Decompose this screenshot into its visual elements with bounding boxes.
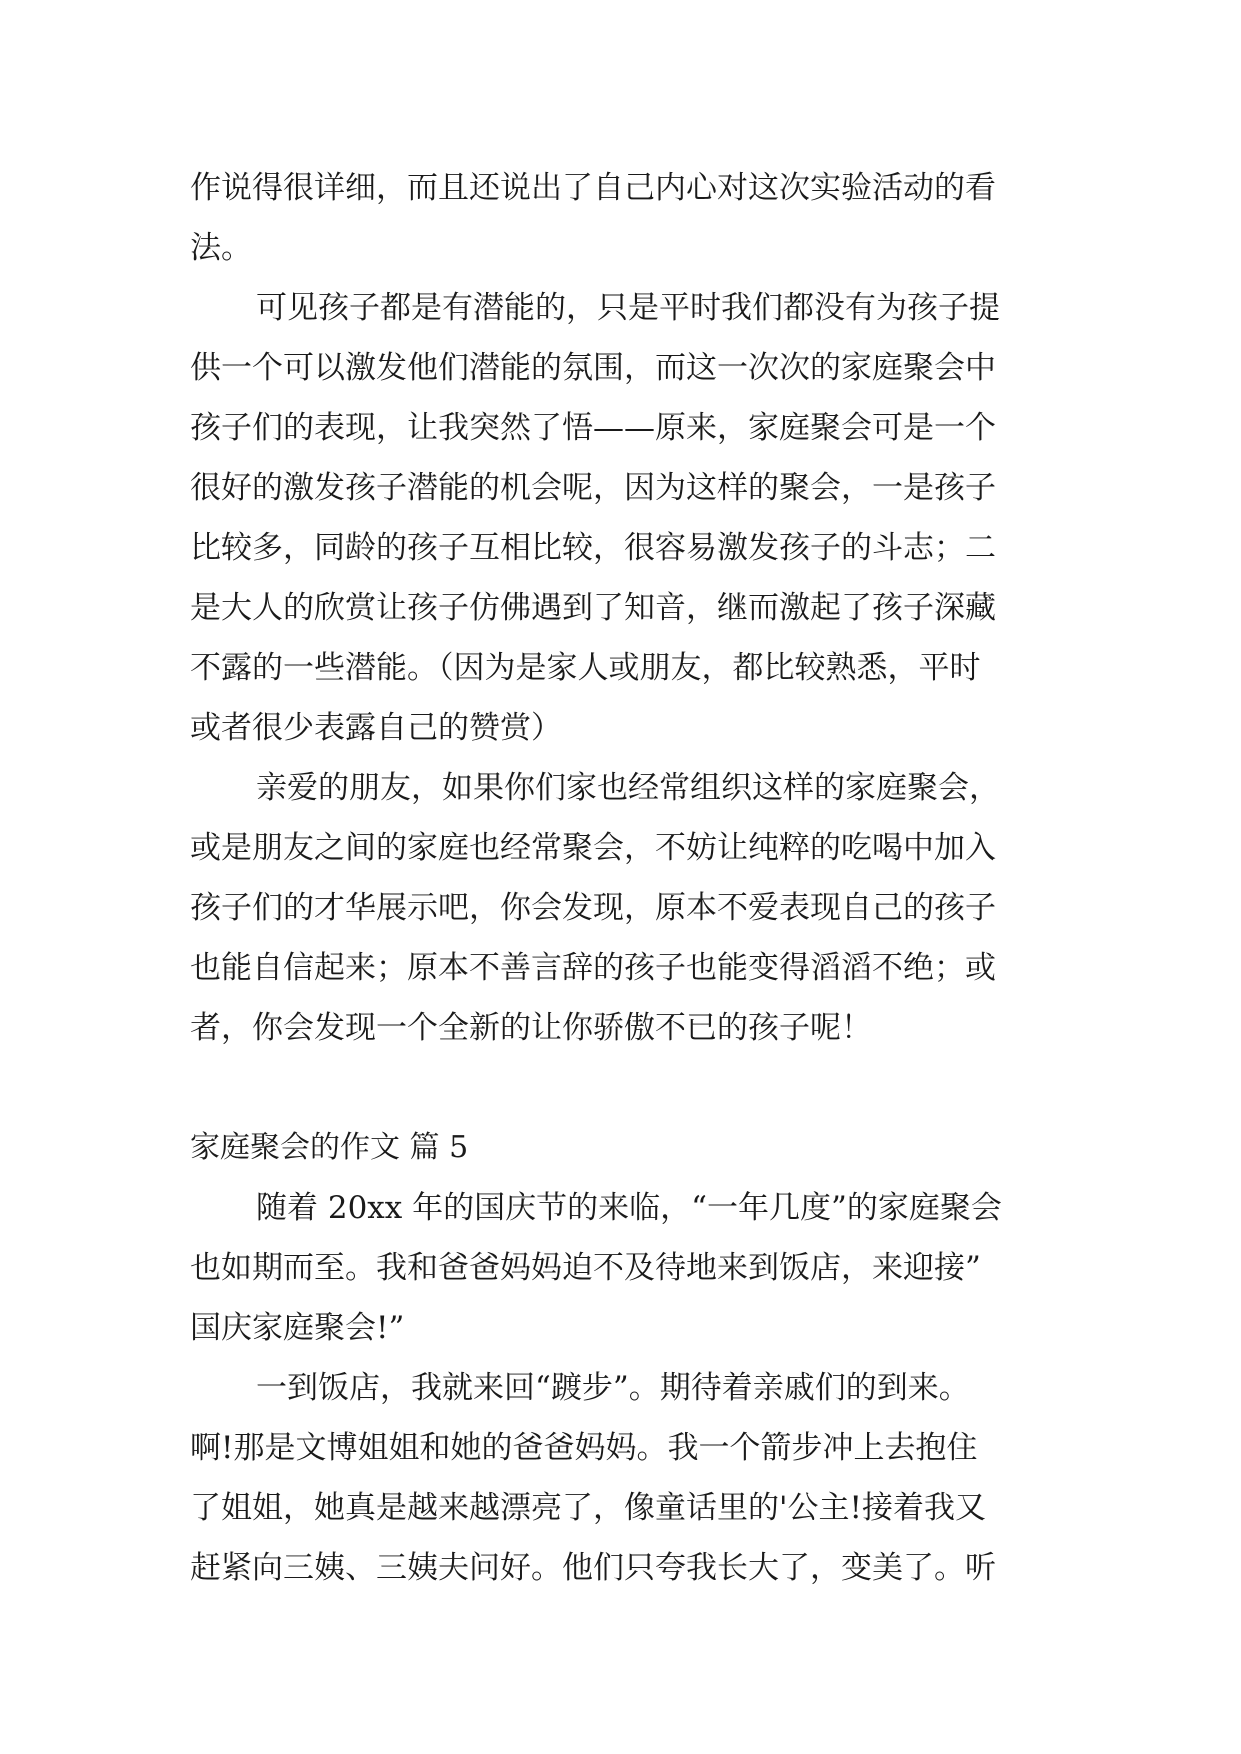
text-line: 或者很少表露自己的赞赏）	[190, 710, 562, 746]
text-line: 法。	[190, 230, 252, 266]
paragraph-start-line: 一到饭店，我就来回“踱步”。期待着亲戚们的到来。	[256, 1370, 970, 1406]
text-line: 孩子们的才华展示吧，你会发现，原本不爱表现自己的孩子	[190, 890, 996, 926]
text-line: 了姐姐，她真是越来越漂亮了，像童话里的'公主!接着我又	[190, 1490, 986, 1526]
text-line: 很好的激发孩子潜能的机会呢，因为这样的聚会，一是孩子	[190, 470, 996, 506]
paragraph-start-line: 可见孩子都是有潜能的，只是平时我们都没有为孩子提	[256, 290, 1000, 326]
section-gap	[190, 1058, 1062, 1118]
text-line: 也如期而至。我和爸爸妈妈迫不及待地来到饭店，来迎接”	[190, 1250, 981, 1286]
text-line: 是大人的欣赏让孩子仿佛遇到了知音，继而激起了孩子深藏	[190, 590, 996, 626]
text-line: 比较多，同龄的孩子互相比较，很容易激发孩子的斗志；二	[190, 530, 996, 566]
section-heading: 家庭聚会的作文 篇 5	[190, 1130, 469, 1165]
text-line: 啊!那是文博姐姐和她的爸爸妈妈。我一个箭步冲上去抱住	[190, 1430, 978, 1466]
text-line: 不露的一些潜能。（因为是家人或朋友，都比较熟悉，平时	[190, 650, 981, 686]
text-line: 或是朋友之间的家庭也经常聚会，不妨让纯粹的吃喝中加入	[190, 830, 996, 866]
paragraph-start-line: 随着 20xx 年的国庆节的来临，“一年几度”的家庭聚会	[256, 1190, 1002, 1226]
text-line: 国庆家庭聚会!”	[190, 1310, 405, 1346]
text-line: 赶紧向三姨、三姨夫问好。他们只夸我长大了，变美了。听	[190, 1550, 996, 1586]
document-page	[190, 158, 1062, 1598]
text-line: 孩子们的表现，让我突然了悟——原来，家庭聚会可是一个	[190, 410, 996, 446]
text-line: 供一个可以激发他们潜能的氛围，而这一次次的家庭聚会中	[190, 350, 996, 386]
paragraph-start-line: 亲爱的朋友，如果你们家也经常组织这样的家庭聚会，	[256, 770, 1000, 806]
text-line: 者，你会发现一个全新的让你骄傲不已的孩子呢！	[190, 1010, 872, 1046]
text-line: 也能自信起来；原本不善言辞的孩子也能变得滔滔不绝；或	[190, 950, 996, 986]
text-line: 作说得很详细，而且还说出了自己内心对这次实验活动的看	[190, 170, 996, 206]
